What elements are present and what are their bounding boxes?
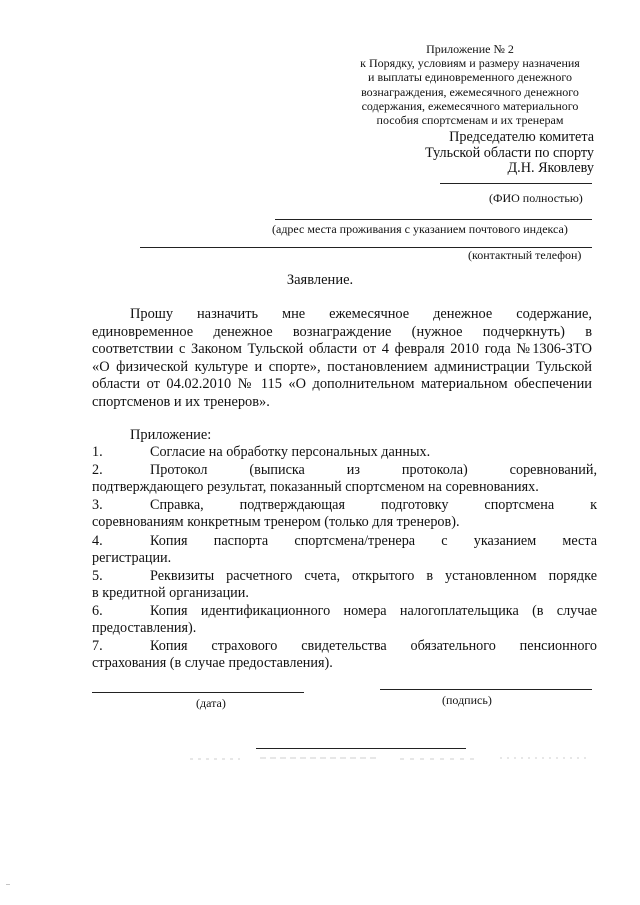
signature-caption: (подпись) xyxy=(442,693,492,707)
appendix-title: Приложение № 2 xyxy=(426,42,514,56)
appendix-line: к Порядку, условиям и размеру назначения xyxy=(360,56,580,71)
scan-speck xyxy=(6,884,10,885)
item-line xyxy=(92,533,597,550)
body-line: спортсменов и их тренеров». xyxy=(92,393,270,410)
item-text: Согласие на обработку персональных данных. xyxy=(150,444,431,460)
document-title: Заявление. xyxy=(286,272,354,288)
item-number: 6. xyxy=(92,602,103,619)
list-item xyxy=(92,462,597,496)
item-number: 3. xyxy=(92,497,103,514)
application-text xyxy=(92,306,592,412)
body-line: единовременное денежное вознаграждение (нужное подчеркнуть) в xyxy=(92,323,592,340)
item-line xyxy=(92,638,597,655)
list-item xyxy=(92,497,597,531)
appendix-line: и выплаты единовременного денежного xyxy=(368,70,572,85)
item-text: Копия паспорта спортсмена/тренера с указанием места xyxy=(150,532,597,549)
signature-blank-line[interactable] xyxy=(380,689,592,690)
item-continuation: соревнованиям конкретным тренером (только для тренеров). xyxy=(92,514,460,531)
item-line xyxy=(92,568,597,585)
item-number: 4. xyxy=(92,532,103,549)
appendix-line: пособия спортсменам и их тренерам xyxy=(376,113,564,128)
appendix-reference xyxy=(330,42,610,127)
address-blank-line[interactable] xyxy=(275,219,592,220)
appendix-line: содержания, ежемесячного материального xyxy=(361,98,579,113)
item-line xyxy=(92,462,597,479)
item-line xyxy=(92,603,597,620)
item-number: 5. xyxy=(92,567,103,584)
item-continuation: регистрации. xyxy=(92,549,172,566)
list-item xyxy=(92,638,597,672)
item-continuation: в кредитной организации. xyxy=(92,584,249,601)
attachments-heading: Приложение: xyxy=(130,427,212,443)
item-continuation: предоставления). xyxy=(92,619,197,636)
item-number: 1. xyxy=(92,444,103,460)
date-caption: (дата) xyxy=(196,696,226,710)
item-text: Протокол (выписка из протокола) соревнований, xyxy=(150,462,597,479)
phone-caption: (контактный телефон) xyxy=(468,248,582,262)
appendix-line: вознаграждения, ежемесячного денежного xyxy=(361,84,579,99)
body-line: Прошу назначить мне ежемесячное денежное содержание, xyxy=(130,306,592,322)
list-item xyxy=(92,533,597,567)
body-line: соответствии с Законом Тульской области от 4 февраля 2010 года №1306-ЗТО xyxy=(92,341,592,358)
scan-artifact xyxy=(150,752,600,766)
list-item xyxy=(92,603,597,637)
item-text: Копия идентификационного номера налогоплательщика (в случае xyxy=(150,602,597,619)
item-text: Реквизиты расчетного счета, открытого в установленном порядке xyxy=(150,567,597,584)
address-caption: (адрес места проживания с указанием почтового индекса) xyxy=(272,222,568,236)
item-line xyxy=(92,444,597,461)
attachments-list xyxy=(92,444,597,673)
fio-caption: (ФИО полностью) xyxy=(489,191,583,205)
item-number: 7. xyxy=(92,638,103,655)
addressee-organization: Тульской области по спорту xyxy=(425,144,594,161)
addressee-block xyxy=(425,130,594,177)
list-item xyxy=(92,568,597,602)
bottom-rule xyxy=(256,748,466,749)
body-line: «О физической культуре и спорте», постановлением администрации Тульской xyxy=(92,358,592,375)
addressee-position: Председателю комитета xyxy=(449,129,594,145)
addressee-name: Д.Н. Яковлеву xyxy=(507,160,594,177)
item-number: 2. xyxy=(92,462,103,479)
list-item xyxy=(92,444,597,461)
item-text: Справка, подтверждающая подготовку спортсмена к xyxy=(150,497,597,514)
item-continuation: подтверждающего результат, показанный спортсменом на соревнованиях. xyxy=(92,479,539,496)
item-continuation: страхования (в случае предоставления). xyxy=(92,655,333,672)
body-line: области от 04.02.2010 № 115 «О дополнительном материальном обеспечении xyxy=(92,376,592,393)
date-blank-line[interactable] xyxy=(92,692,304,693)
item-text: Копия страхового свидетельства обязательного пенсионного xyxy=(150,638,597,655)
fio-blank-line[interactable] xyxy=(440,183,592,184)
item-line xyxy=(92,497,597,514)
